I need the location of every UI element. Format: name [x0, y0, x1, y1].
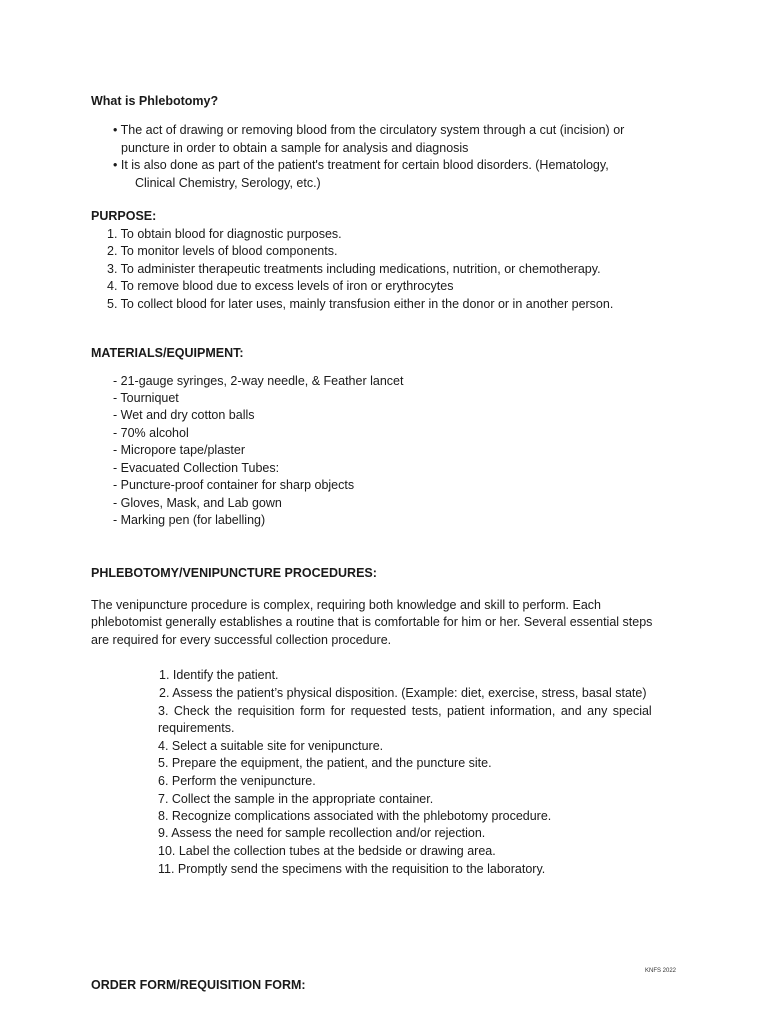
materials-item-2: - Tourniquet: [113, 391, 179, 405]
materials-item-7: - Puncture-proof container for sharp objects: [113, 478, 355, 492]
procedure-step-3-cont: requirements.: [158, 721, 235, 735]
footer-mark: KNFS 2022: [645, 968, 677, 974]
purpose-item-5: 5. To collect blood for later uses, mainly transfusion either in the donor or in another person.: [107, 297, 614, 311]
procedure-step-10: 10. Label the collection tubes at the bedside or drawing area.: [158, 844, 496, 858]
procedures-intro-line-1: The venipuncture procedure is complex, requiring both knowledge and skill to perform. Each: [91, 598, 601, 612]
procedure-step-1: 1. Identify the patient.: [159, 668, 279, 682]
procedure-step-2: 2. Assess the patient’s physical disposition. (Example: diet, exercise, stress, basal state): [159, 686, 647, 700]
bullet-1-line-2: puncture in order to obtain a sample for analysis and diagnosis: [121, 141, 469, 155]
procedure-step-6: 6. Perform the venipuncture.: [158, 774, 316, 788]
purpose-item-2: 2. To monitor levels of blood components.: [107, 244, 338, 258]
procedure-step-7: 7. Collect the sample in the appropriate container.: [158, 792, 434, 806]
purpose-item-1: 1. To obtain blood for diagnostic purposes.: [107, 227, 342, 241]
materials-item-5: - Micropore tape/plaster: [113, 443, 246, 457]
procedure-step-5: 5. Prepare the equipment, the patient, and the puncture site.: [158, 756, 492, 770]
materials-item-8: - Gloves, Mask, and Lab gown: [113, 496, 282, 510]
procedure-step-11: 11. Promptly send the specimens with the requisition to the laboratory.: [158, 862, 546, 876]
purpose-item-3: 3. To administer therapeutic treatments including medications, nutrition, or chemotherapy.: [107, 262, 601, 276]
materials-item-4: - 70% alcohol: [113, 426, 189, 440]
materials-item-6: - Evacuated Collection Tubes:: [113, 461, 280, 475]
procedures-intro-line-3: are required for every successful collection procedure.: [91, 633, 392, 647]
order-form-heading: ORDER FORM/REQUISITION FORM:: [91, 978, 306, 992]
materials-item-9: - Marking pen (for labelling): [113, 513, 266, 527]
bullet-2-line-1: • It is also done as part of the patient's treatment for certain blood disorders. (Hematology,: [113, 158, 609, 172]
purpose-item-4: 4. To remove blood due to excess levels of iron or erythrocytes: [107, 279, 454, 293]
materials-item-1: - 21-gauge syringes, 2-way needle, & Feather lancet: [113, 374, 404, 388]
procedure-step-4: 4. Select a suitable site for venipuncture.: [158, 739, 384, 753]
what-is-heading: What is Phlebotomy?: [91, 94, 219, 108]
procedure-step-9: 9. Assess the need for sample recollection and/or rejection.: [158, 826, 486, 840]
procedures-intro-line-2: phlebotomist generally establishes a routine that is comfortable for him or her. Several essential steps: [91, 615, 653, 629]
bullet-2-line-2: Clinical Chemistry, Serology, etc.): [135, 176, 321, 190]
procedure-step-8: 8. Recognize complications associated with the phlebotomy procedure.: [158, 809, 552, 823]
purpose-heading: PURPOSE:: [91, 209, 157, 223]
materials-item-3: - Wet and dry cotton balls: [113, 408, 255, 422]
bullet-1-line-1: • The act of drawing or removing blood from the circulatory system through a cut (incision) or: [113, 123, 625, 137]
procedure-step-3: 3. Check the requisition form for requested tests, patient information, and any special: [158, 704, 652, 718]
procedures-heading: PHLEBOTOMY/VENIPUNCTURE PROCEDURES:: [91, 566, 377, 580]
materials-heading: MATERIALS/EQUIPMENT:: [91, 346, 244, 360]
